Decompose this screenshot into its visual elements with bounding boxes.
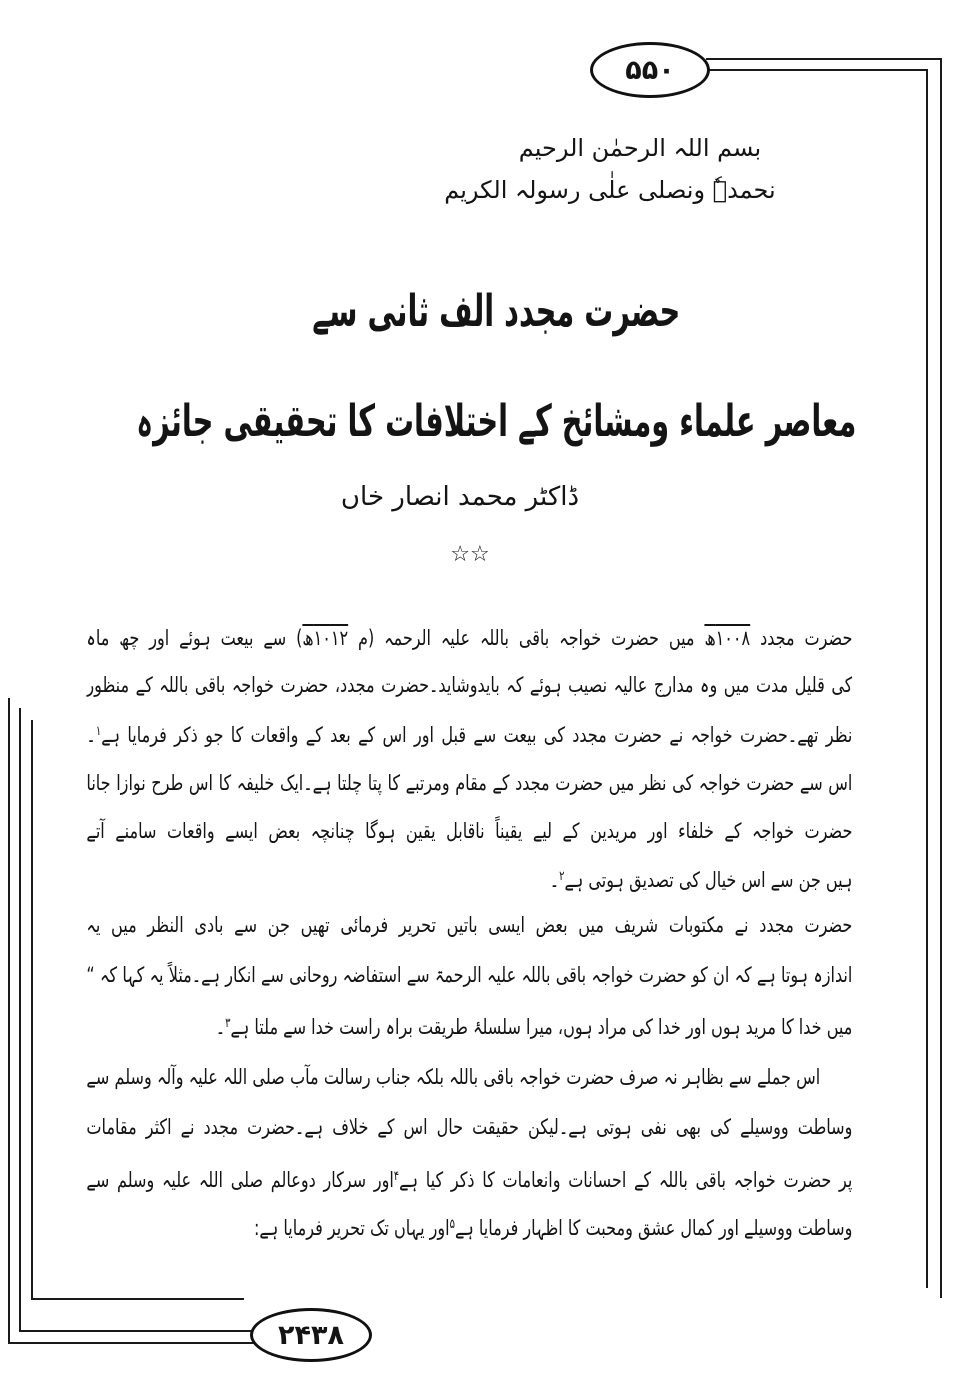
footnote-marker: ۳ xyxy=(224,1015,231,1031)
line-text: اس جملے سے بظاہر نہ صرف حضرت خواجہ باقی باللہ بلکہ جناب رسالت مآب صلی اللہ علیہ وآلہ وسلم سے xyxy=(86,1065,820,1089)
body-line xyxy=(86,760,852,806)
author-name: ڈاکٹر محمد انصار خاں xyxy=(340,482,580,512)
page-number-top xyxy=(590,42,710,98)
body-line xyxy=(86,1205,852,1251)
line-segment: ) سے بیعت ہوئے اور چھ ماہ xyxy=(86,626,303,650)
line-text xyxy=(86,723,852,747)
line-text: حضرت خواجہ کے خلفاء اور مریدین کے لیے یقیناً ناقابل یقین ہوگا چنانچہ بعض ایسے واقعات سامنے آتے xyxy=(86,819,852,843)
line-segment: ۔ xyxy=(86,723,96,747)
footnote-marker: ۲ xyxy=(558,868,565,884)
line-text xyxy=(86,1168,852,1192)
invocation: نحمدہٗ ونصلی علٰی رسولہ الکریم xyxy=(444,176,776,204)
body-line xyxy=(86,1004,852,1050)
line-text: وساطت ووسیلے کی بھی نفی ہوتی ہے۔لیکن حقیقت حال اس کے خلاف ہے۔حضرت مجدد نے اکثر مقامات xyxy=(86,1115,852,1139)
title-text: حضرت مجدد الف ثانی سے xyxy=(311,286,681,337)
article-title-line-1 xyxy=(135,272,857,352)
body-line xyxy=(86,857,852,903)
body-line xyxy=(86,1157,852,1203)
footnote-marker: ۴ xyxy=(393,1168,399,1184)
line-segment: اور سرکار دوعالم صلی اللہ علیہ وسلم سے xyxy=(86,1168,394,1192)
line-text: حضرت مجدد نے مکتوبات شریف میں بعض ایسی باتیں تحریر فرمائی تھیں جن سے بادی النظر میں یہ xyxy=(86,913,852,937)
line-text: کی قلیل مدت میں وہ مدارج عالیہ نصیب ہوئے کہ بایدوشاید۔حضرت مجدد، حضرت خواجہ باقی باللہ کے منظور xyxy=(86,673,852,697)
line-segment: میں خدا کا مرید ہوں اور خدا کی مراد ہوں، میرا سلسلۂ طریقت براہ راست خدا سے ملتا ہے xyxy=(230,1015,852,1039)
body-line xyxy=(86,952,852,998)
line-text xyxy=(254,1216,852,1240)
title-text: معاصر علماء ومشائخ کے اختلافات کا تحقیقی جائزہ xyxy=(135,396,857,447)
page-number-top-text: ۵۵۰ xyxy=(625,54,675,86)
body-line xyxy=(86,1054,852,1100)
hijri-date: ۱۰۰۸ھ xyxy=(704,626,750,650)
footnote-marker: ۵ xyxy=(449,1216,455,1232)
body-line xyxy=(86,902,852,948)
line-text: اندازہ ہوتا ہے کہ ان کو حضرت خواجہ باقی باللہ علیہ الرحمۃ سے استفاضہ روحانی سے انکار ہے۔مثلاً یہ کہا کہ “ xyxy=(86,963,852,987)
star-separator: ☆☆ xyxy=(450,542,490,567)
footnote-marker: ۱ xyxy=(95,723,101,739)
body-line xyxy=(86,712,852,758)
line-segment: ۔ xyxy=(215,1015,225,1039)
hijri-date: ۱۰۱۲ھ xyxy=(302,626,348,650)
page-number-bottom-text: ۲۴۳۸ xyxy=(278,1319,344,1351)
line-text xyxy=(215,1015,852,1039)
line-text xyxy=(549,868,852,892)
page-number-bottom xyxy=(250,1308,372,1362)
body-line xyxy=(86,808,852,854)
body-line xyxy=(86,615,852,661)
article-title-line-2 xyxy=(135,382,857,462)
line-segment: نظر تھے۔حضرت خواجہ نے حضرت مجدد کی بیعت سے قبل اور اس کے بعد کے واقعات کا جو ذکر فرمایا ہے xyxy=(100,723,852,747)
line-segment: حضرت مجدد xyxy=(749,626,852,650)
body-line xyxy=(86,1104,852,1150)
body-line xyxy=(86,662,852,708)
line-segment: ۔ xyxy=(549,868,559,892)
bismillah: بسم اللہ الرحمٰن الرحیم xyxy=(518,134,762,162)
line-segment: میں حضرت خواجہ باقی باللہ علیہ الرحمہ (م xyxy=(347,626,705,650)
line-segment: وساطت ووسیلے اور کمال عشق ومحبت کا اظہار فرمایا ہے xyxy=(454,1216,852,1240)
line-segment: اور یہاں تک تحریر فرمایا ہے: xyxy=(253,1216,450,1240)
line-segment: ہیں جن سے اس خیال کی تصدیق ہوتی ہے xyxy=(564,868,852,892)
line-segment: پر حضرت خواجہ باقی باللہ کے احسانات وانعامات کا ذکر کیا ہے xyxy=(398,1168,852,1192)
line-text: اس سے حضرت خواجہ کی نظر میں حضرت مجدد کے مقام ومرتبے کا پتا چلتا ہے۔ایک خلیفہ کا اس طرح نوازا جانا xyxy=(86,771,852,795)
line-text xyxy=(86,626,852,650)
